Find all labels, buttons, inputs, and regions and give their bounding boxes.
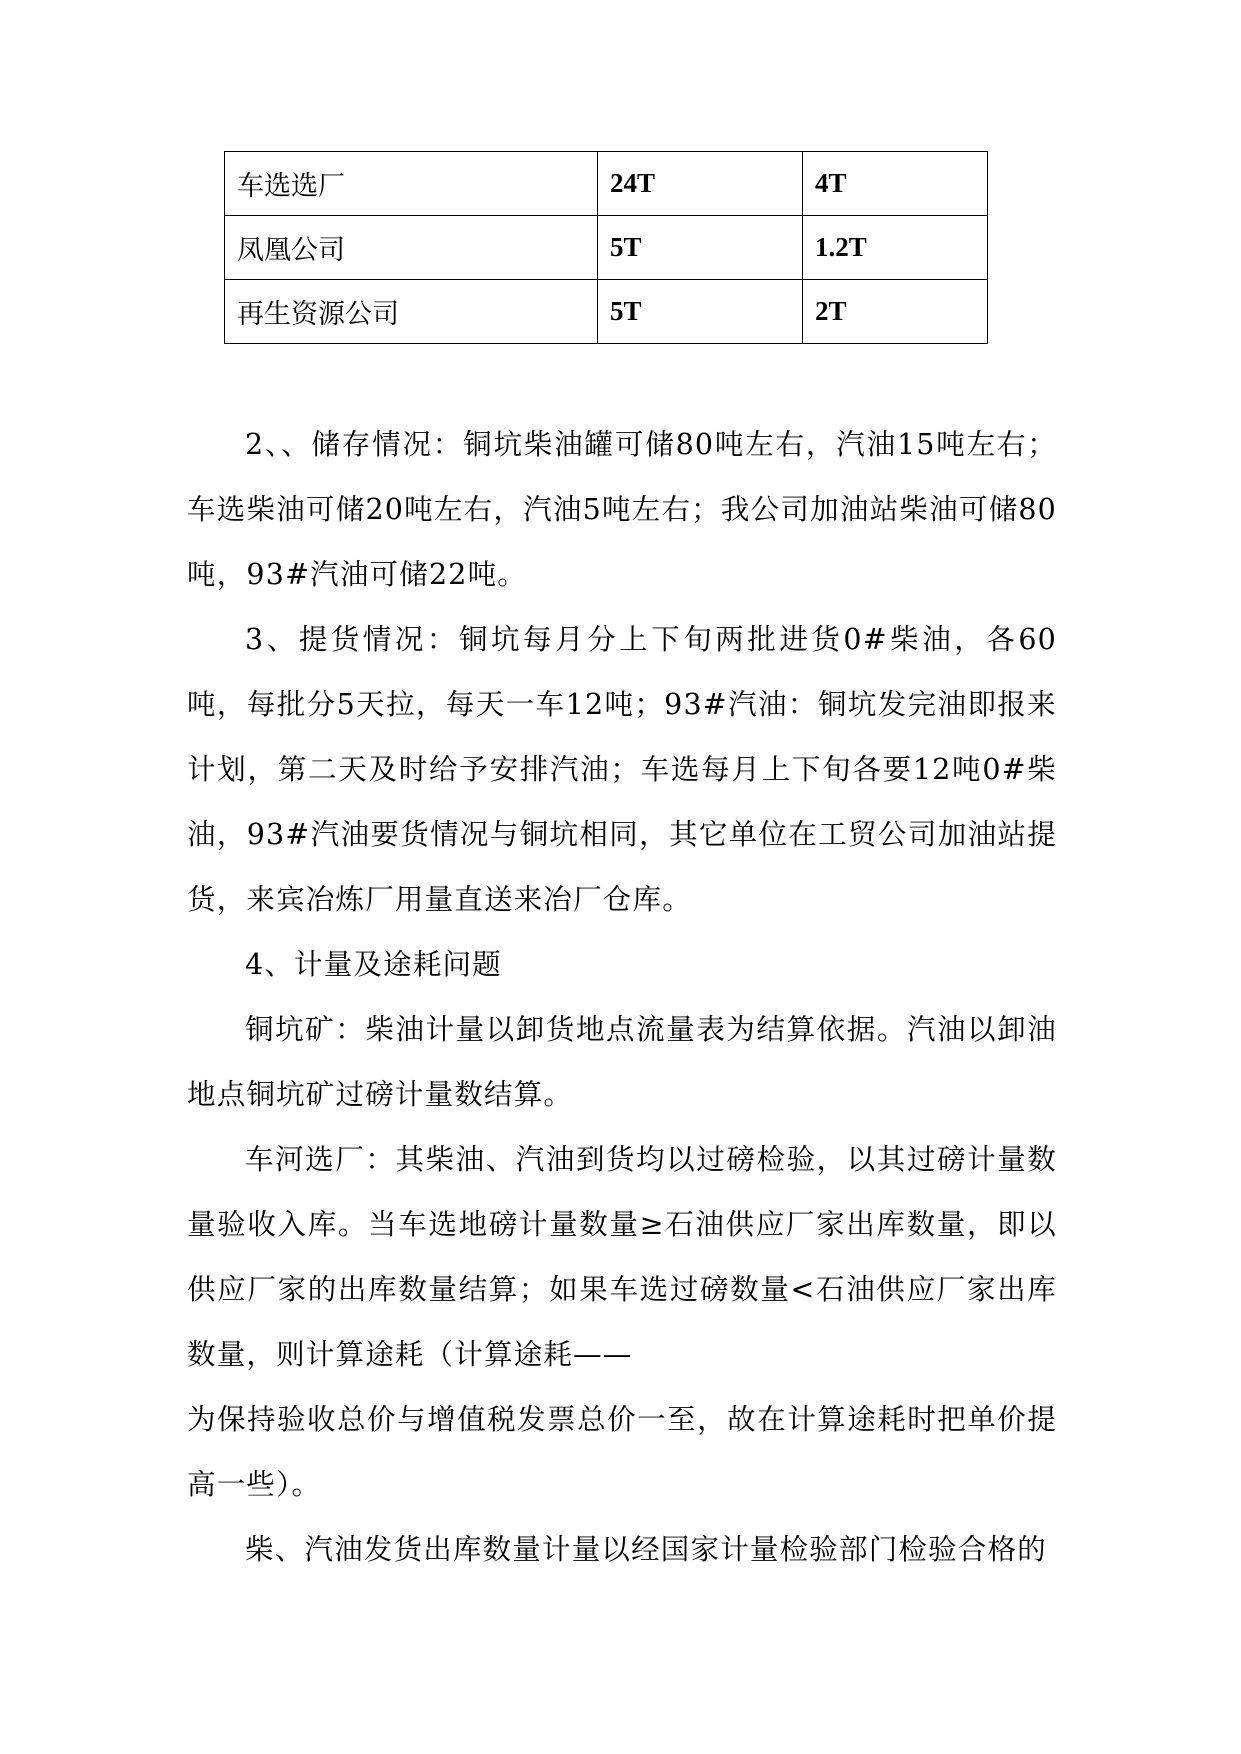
paragraph-storage: 2、、储存情况：铜坑柴油罐可储80吨左右，汽油15吨左右；车选柴油可储20吨左右，汽油5吨左右；我公司加油站柴油可储80吨，93#汽油可储22吨。: [187, 428, 1057, 591]
table-cell: 5T: [598, 280, 803, 344]
table-cell: 4T: [803, 152, 988, 216]
table-cell: 24T: [598, 152, 803, 216]
paragraph-price-note: 为保持验收总价与增值税发票总价一至，故在计算途耗时把单价提高一些）。: [187, 1403, 1057, 1501]
paragraph-tongkeng: 铜坑矿：柴油计量以卸货地点流量表为结算依据。汽油以卸油地点铜坑矿过磅计量数结算。: [187, 1013, 1057, 1111]
table-row: [225, 280, 988, 344]
table-cell: 再生资源公司: [225, 280, 598, 344]
paragraph-chehe: 车河选厂：其柴油、汽油到货均以过磅检验，以其过磅计量数量验收入库。当车选地磅计量数量≥石油供应厂家出库数量，即以供应厂家的出库数量结算；如果车选过磅数量<石油供应厂家出库数量，则计算途耗（计算途耗——: [187, 1143, 1057, 1371]
paragraph-dispatch: 柴、汽油发货出库数量计量以经国家计量检验部门检验合格的: [245, 1533, 1047, 1566]
table-cell: 车选选厂: [225, 152, 598, 216]
table-cell: 1.2T: [803, 216, 988, 280]
table-row: [225, 216, 988, 280]
supply-table: [224, 151, 988, 344]
paragraph-pickup: 3、提货情况：铜坑每月分上下旬两批进货0#柴油，各60吨，每批分5天拉，每天一车12吨；93#汽油：铜坑发完油即报来计划，第二天及时给予安排汽油；车选每月上下旬各要12吨0#柴油，93#汽油要货情况与铜坑相同，其它单位在工贸公司加油站提货，来宾冶炼厂用量直送来冶厂仓库。: [187, 623, 1057, 916]
paragraph-heading-metering: 4、计量及途耗问题: [245, 948, 502, 981]
table-cell: 凤凰公司: [225, 216, 598, 280]
table-cell: 2T: [803, 280, 988, 344]
table-row: [225, 152, 988, 216]
table-cell: 5T: [598, 216, 803, 280]
